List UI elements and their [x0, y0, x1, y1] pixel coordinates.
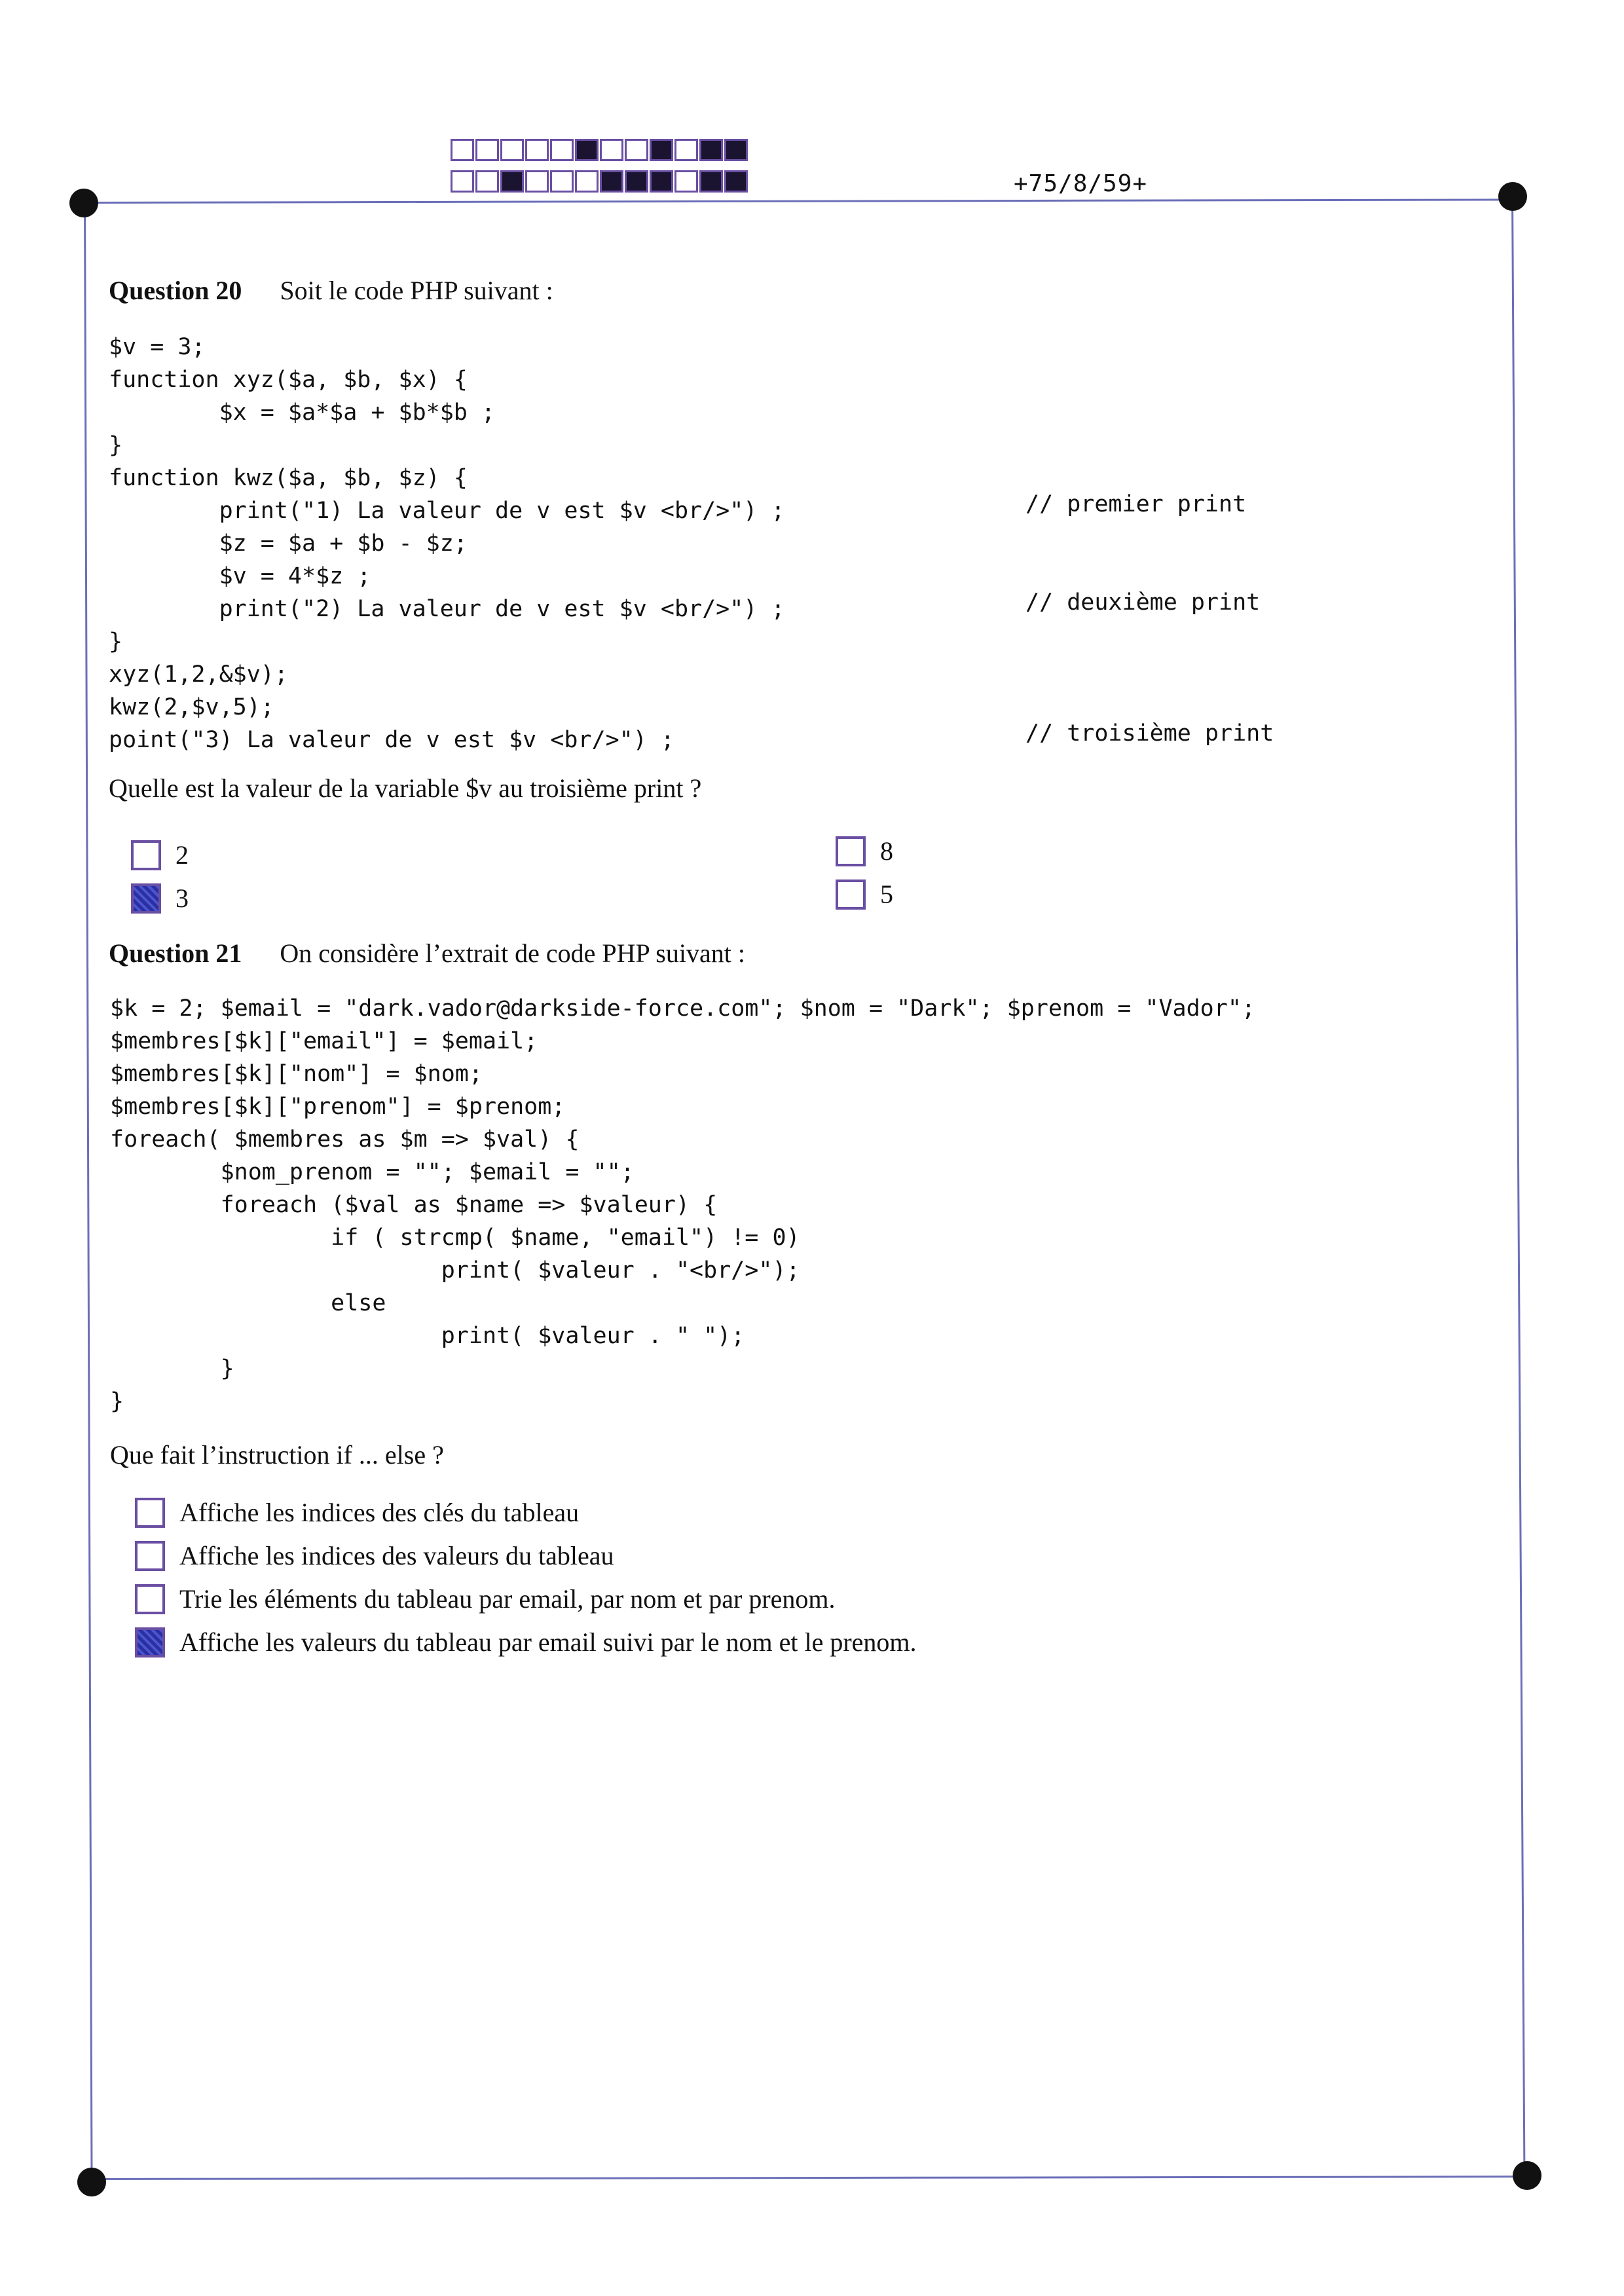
q21-option-4-label: Affiche les valeurs du tableau par email suivi par le nom et le prenom.: [179, 1627, 917, 1657]
barcode-row-1-cell: [674, 139, 698, 161]
q20-option-5-checkbox[interactable]: [836, 880, 866, 910]
q21-code-line: print( $valeur . " ");: [441, 1323, 745, 1349]
barcode-row-1-cell: [600, 139, 623, 161]
q21-option-3-label: Trie les éléments du tableau par email, par nom et par prenom.: [179, 1584, 836, 1614]
barcode-row-2-cell: [500, 170, 524, 193]
barcode-row-2-cell: [674, 170, 698, 193]
q21-option-2-checkbox[interactable]: [135, 1541, 165, 1571]
q21-code-line: $membres[$k]["prenom"] = $prenom;: [110, 1094, 566, 1120]
page-id-code: +75/8/59+: [1014, 170, 1148, 197]
q20-option-8-checkbox[interactable]: [836, 836, 866, 866]
q20-code-line: print("2) La valeur de v est $v <br/>") ;: [219, 596, 785, 622]
barcode-row-1-cell: [525, 139, 549, 161]
q21-option-4-checkbox[interactable]: [135, 1627, 165, 1657]
q20-option-2-checkbox[interactable]: [131, 840, 161, 870]
q21-option-1-checkbox[interactable]: [135, 1498, 165, 1528]
q20-option-3-checkbox[interactable]: [131, 883, 161, 914]
question-20-header: [109, 275, 553, 306]
barcode-row-1-cell: [550, 139, 574, 161]
q20-code-line: point("3) La valeur de v est $v <br/>") ;: [109, 727, 674, 753]
question-21-label: Question 21: [109, 938, 242, 968]
comment-troisieme-print: // troisième print: [1025, 720, 1274, 747]
q21-code-line: foreach( $membres as $m => $val) {: [110, 1126, 580, 1153]
q20-code-line: function xyz($a, $b, $x) {: [109, 367, 468, 393]
q20-option-3-label: 3: [175, 883, 189, 913]
question-20-code-block: [109, 331, 785, 756]
frame-left-line: [84, 203, 93, 2179]
barcode-row-1-cell: [500, 139, 524, 161]
question-21-header: [109, 938, 745, 969]
barcode-row-1-cell: [625, 139, 648, 161]
question-20-prompt: Quelle est la valeur de la variable $v au troisième print ?: [109, 773, 702, 803]
barcode-row-1-cell: [575, 139, 599, 161]
q21-option-2[interactable]: [135, 1540, 614, 1571]
barcode-row-2-cell: [600, 170, 623, 193]
q21-code-line: print( $valeur . "<br/>");: [441, 1257, 800, 1284]
question-21-prompt: Que fait l’instruction if ... else ?: [110, 1440, 444, 1470]
barcode-row-2-cell: [451, 170, 474, 193]
q21-code-line: $membres[$k]["nom"] = $nom;: [110, 1061, 483, 1087]
barcode-row-2-cell: [550, 170, 574, 193]
q21-option-3[interactable]: [135, 1583, 836, 1614]
q21-code-line: if ( strcmp( $name, "email") != 0): [331, 1225, 800, 1251]
barcode-row-2-cell: [475, 170, 499, 193]
question-21-intro: On considère l’extrait de code PHP suivant :: [280, 938, 745, 968]
q20-code-line: }: [109, 432, 123, 458]
frame-bottom-line: [92, 2176, 1526, 2180]
q21-code-line: $nom_prenom = ""; $email = "";: [220, 1159, 635, 1185]
q21-option-1-label: Affiche les indices des clés du tableau: [179, 1498, 580, 1527]
q20-code-line: $z = $a + $b - $z;: [219, 530, 468, 557]
barcode-row-2-cell: [625, 170, 648, 193]
q21-code-line: }: [220, 1356, 234, 1382]
q21-option-2-label: Affiche les indices des valeurs du tableau: [179, 1541, 614, 1570]
q20-option-2-label: 2: [175, 840, 189, 870]
q21-code-line: $membres[$k]["email"] = $email;: [110, 1028, 538, 1054]
q20-code-line: }: [109, 629, 123, 655]
barcode-row-2: [451, 170, 749, 193]
barcode-row-2-cell: [575, 170, 599, 193]
barcode-row-1-cell: [451, 139, 474, 161]
q20-option-8[interactable]: [836, 836, 893, 866]
barcode-row-1-cell: [699, 139, 723, 161]
barcode-row-1: [451, 139, 749, 161]
question-21-code-block: [110, 992, 1255, 1418]
corner-marker-bottom-right: [1513, 2161, 1541, 2190]
corner-marker-top-left: [69, 189, 98, 217]
q20-code-line: $v = 3;: [109, 334, 206, 360]
q20-code-line: $v = 4*$z ;: [219, 563, 371, 589]
q20-code-line: xyz(1,2,&$v);: [109, 661, 288, 688]
q20-option-5-label: 5: [880, 880, 893, 909]
q21-option-1[interactable]: [135, 1497, 579, 1528]
frame-top-line: [84, 198, 1513, 204]
q20-option-8-label: 8: [880, 836, 893, 866]
q21-code-line: $k = 2; $email = "dark.vador@darkside-force.com"; $nom = "Dark"; $prenom = "Vador";: [110, 995, 1255, 1022]
q21-code-line: foreach ($val as $name => $valeur) {: [220, 1192, 718, 1218]
barcode-row-1-cell: [475, 139, 499, 161]
barcode-row-2-cell: [525, 170, 549, 193]
comment-deuxieme-print: // deuxième print: [1025, 589, 1261, 616]
q20-option-5[interactable]: [836, 879, 893, 910]
barcode-row-1-cell: [724, 139, 748, 161]
q20-option-3[interactable]: [131, 883, 189, 914]
q20-option-2[interactable]: [131, 840, 189, 870]
barcode-row-2-cell: [699, 170, 723, 193]
question-20-label: Question 20: [109, 276, 242, 305]
q20-code-line: function kwz($a, $b, $z) {: [109, 465, 468, 491]
frame-right-line: [1511, 196, 1525, 2178]
barcode-row-2-cell: [724, 170, 748, 193]
barcode-row-1-cell: [650, 139, 673, 161]
q21-option-4[interactable]: [135, 1627, 917, 1657]
q21-code-line: }: [110, 1388, 124, 1415]
corner-marker-top-right: [1498, 182, 1527, 211]
q20-code-line: print("1) La valeur de v est $v <br/>") ;: [219, 498, 785, 524]
corner-marker-bottom-left: [77, 2168, 106, 2196]
barcode-row-2-cell: [650, 170, 673, 193]
comment-premier-print: // premier print: [1025, 491, 1247, 517]
question-20-intro: Soit le code PHP suivant :: [280, 276, 553, 305]
q20-code-line: kwz(2,$v,5);: [109, 694, 274, 720]
q21-option-3-checkbox[interactable]: [135, 1584, 165, 1614]
q21-code-line: else: [331, 1290, 386, 1316]
q20-code-line: $x = $a*$a + $b*$b ;: [219, 399, 496, 426]
